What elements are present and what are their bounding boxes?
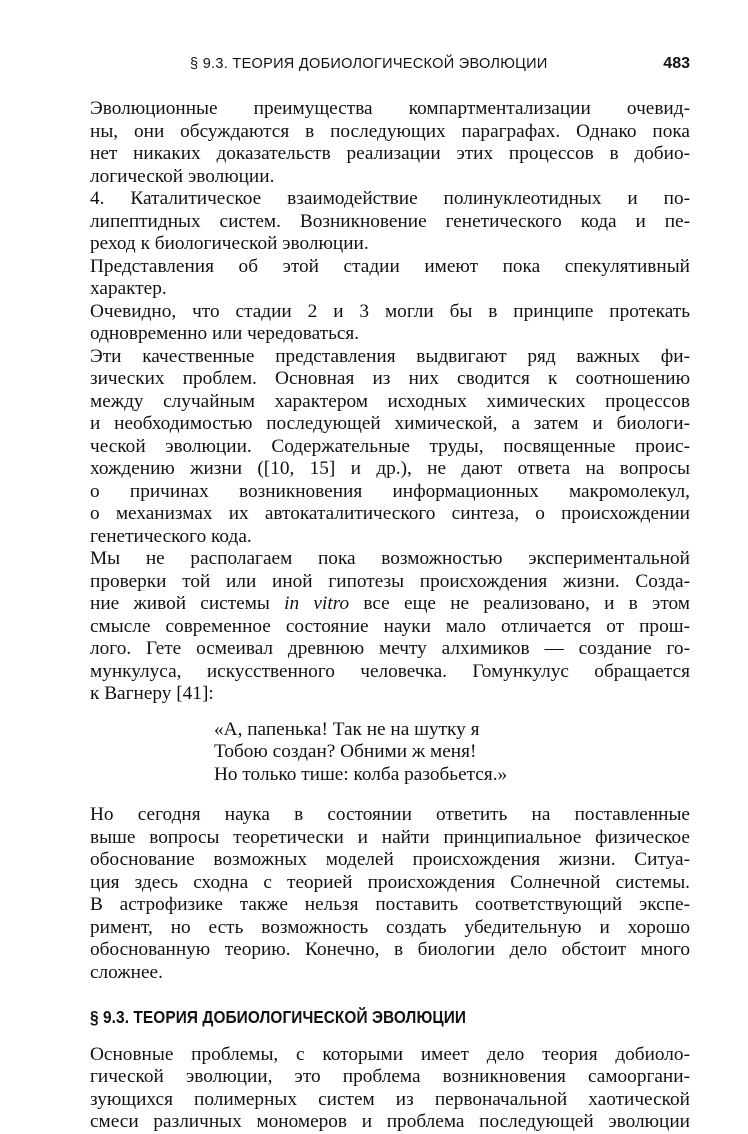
paragraph-science-today [90, 804, 690, 984]
text-line: характер. [90, 278, 167, 299]
paragraph-speculative [90, 256, 690, 301]
text-line: обоснованную теорию. Конечно, в биологии дело обстоит много [90, 939, 690, 960]
text-line: мункулуса, искусственного человечка. Гомункулус обращается [90, 660, 690, 682]
text-line: нет никаких доказательств реализации этих процессов в добио- [90, 143, 690, 164]
text-line: одновременно или чередоваться. [90, 323, 360, 344]
text-line: римент, но есть возможность создать убедительную и хорошо [90, 916, 690, 938]
text-fragment: ние живой системы [90, 593, 285, 614]
text-fragment: все еще не реализовано, и в этом [349, 593, 690, 614]
text-line: смеси различных мономеров и проблема последующей эволюции [90, 1111, 690, 1132]
text-line: Очевидно, что стадии 2 и 3 могли бы в принципе протекать [90, 300, 690, 322]
text-line: генетического кода. [90, 525, 252, 547]
text-line: Основные проблемы, с которыми имеет дело теория добиоло- [90, 1043, 690, 1065]
text-line: зующихся полимерных систем из первоначальной хаотической [90, 1088, 690, 1110]
text-line: Эти качественные представления выдвигают ряд важных фи- [90, 345, 690, 367]
poem-line: Тобою создан? Обними ж меня! [214, 741, 477, 762]
paragraph-experimental-check [90, 548, 690, 706]
body-text [90, 98, 690, 1134]
text-line: проверки той или иной гипотезы происхождения жизни. Созда- [90, 570, 690, 592]
paragraph-stages-2-3 [90, 301, 690, 346]
text-line: зических проблем. Основная из них сводится к соотношению [90, 368, 690, 389]
text-line-with-italic [90, 593, 690, 616]
paragraph-main-problems [90, 1044, 690, 1134]
text-line: хождению жизни ([10, 15] и др.), не дают ответа на вопросы [90, 458, 690, 479]
running-header [90, 56, 690, 82]
section-heading: § 9.3. ТЕОРИЯ ДОБИОЛОГИЧЕСКОЙ ЭВОЛЮЦИИ [90, 1007, 467, 1027]
paragraph-physical-problems [90, 346, 690, 549]
text-line: ция здесь сходна с теорией происхождения Солнечной системы. [90, 871, 690, 893]
text-line: логической эволюции. [90, 165, 275, 187]
text-line: смысле современное состояние науки мало отличается от прош- [90, 615, 690, 637]
poem-line: Но только тише: колба разобьется.» [214, 763, 508, 785]
text-line: выше вопросы теоретически и найти принципиальное физическое [90, 826, 690, 848]
page-number: 483 [663, 55, 690, 72]
running-title: § 9.3. ТЕОРИЯ ДОБИОЛОГИЧЕСКОЙ ЭВОЛЮЦИИ [190, 56, 548, 72]
text-line: лого. Гете осмеивал древнюю мечту алхимиков — создание го- [90, 638, 690, 659]
text-line: гической эволюции, это проблема возникновения самооргани- [90, 1066, 690, 1087]
text-line: обоснование возможных моделей происхождения жизни. Ситуа- [90, 849, 690, 870]
text-line: и необходимостью последующей химической, а затем и биологи- [90, 413, 690, 434]
text-line: ны, они обсуждаются в последующих параграфах. Однако пока [90, 120, 690, 142]
text-line: В астрофизике также нельзя поставить соответствующий экспе- [90, 894, 690, 915]
text-line: о причинах возникновения информационных макромолекул, [90, 480, 690, 502]
text-line: Представления об этой стадии имеют пока спекулятивный [90, 255, 690, 277]
text-line: реход к биологической эволюции. [90, 233, 369, 254]
text-line: 4. Каталитическое взаимодействие полинуклеотидных и по- [90, 188, 690, 209]
paragraph-stage-4 [90, 188, 690, 256]
poem-line: «А, папенька! Так не на шутку я [214, 718, 480, 740]
text-line: между случайным характером исходных химических процессов [90, 390, 690, 412]
text-line: к Вагнеру [41]: [90, 683, 214, 704]
text-line: Но сегодня наука в состоянии ответить на поставленные [90, 804, 690, 825]
text-line: липептидных систем. Возникновение генетического кода и пе- [90, 210, 690, 232]
text-line: ческой эволюции. Содержательные труды, посвященные проис- [90, 435, 690, 457]
paragraph-compartmentalization [90, 98, 690, 188]
italic-term: in vitro [284, 593, 350, 614]
text-line: о механизмах их автокаталитического синтеза, о происхождении [90, 503, 690, 524]
text-line: Мы не располагаем пока возможностью экспериментальной [90, 548, 690, 569]
poem-quote [214, 719, 690, 787]
text-line: Эволюционные преимущества компартментализации очевид- [90, 98, 690, 119]
text-line: сложнее. [90, 961, 163, 983]
